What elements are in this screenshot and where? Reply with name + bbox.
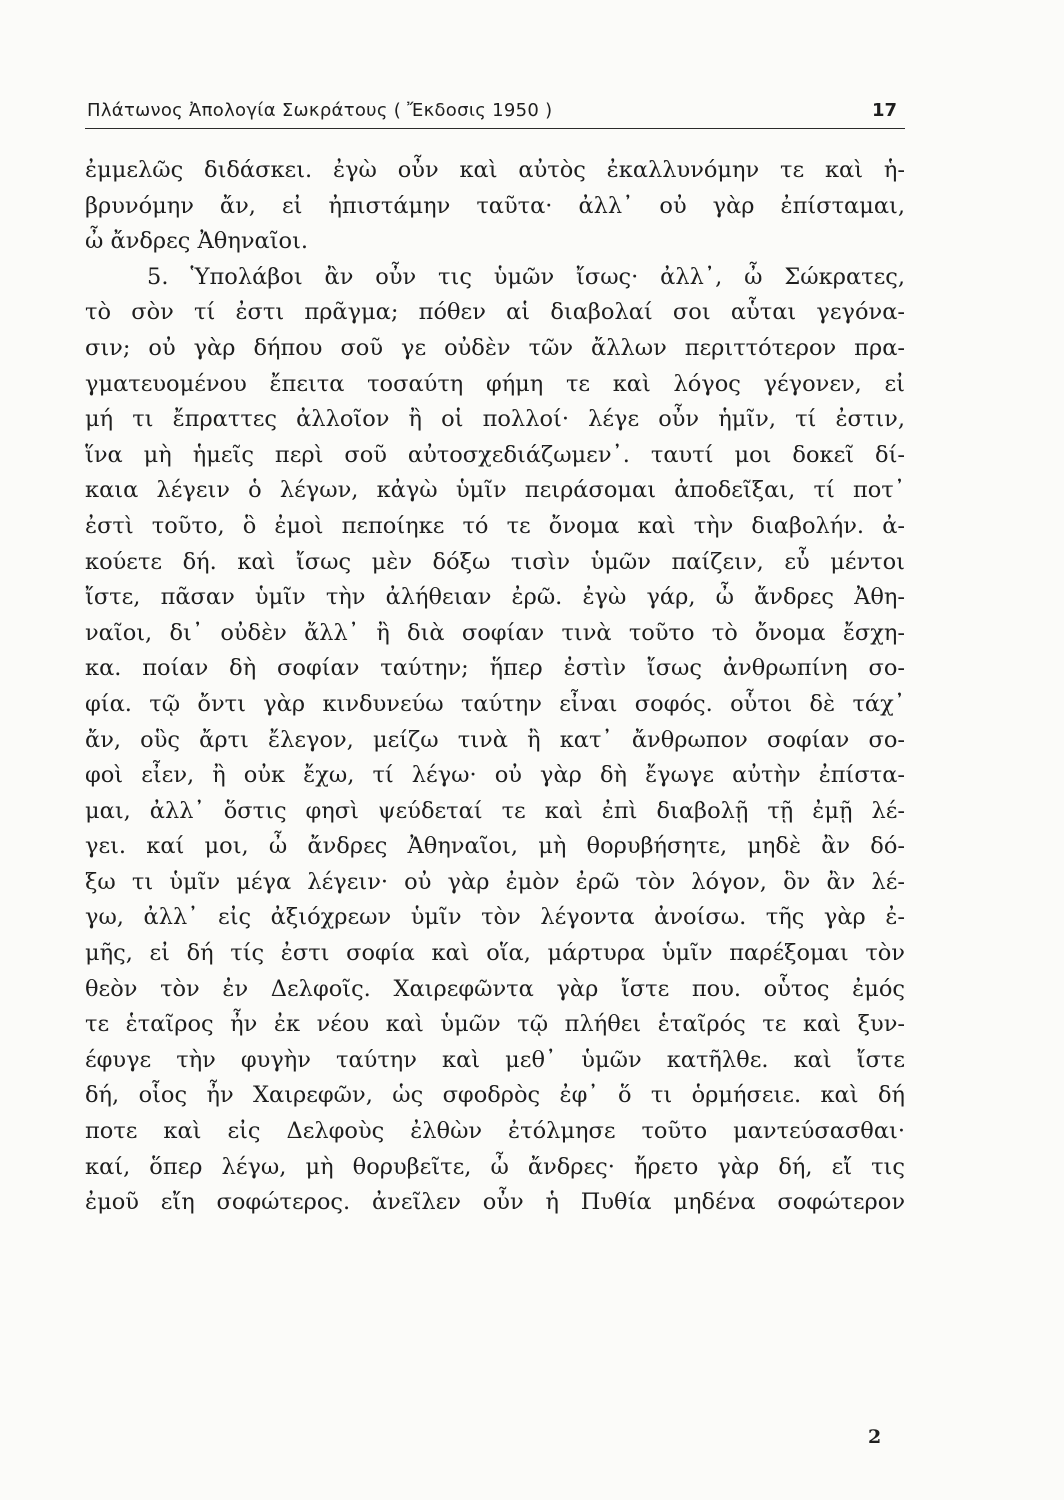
text-line: ναῖοι, δι᾽ οὐδὲν ἄλλ᾽ ἢ διὰ σοφίαν τινὰ τοῦτο τὸ ὄνομα ἔσχη- [85,619,905,646]
text-line: καια λέγειν ὁ λέγων, κἀγὼ ὑμῖν πειράσομαι ἀποδεῖξαι, τί ποτ᾽ [85,477,905,504]
text-line: μή τι ἔπραττες ἀλλοῖον ἢ οἱ πολλοί· λέγε οὖν ἡμῖν, τί ἐστιν, [85,406,905,433]
text-line: ἐστὶ τοῦτο, ὃ ἐμοὶ πεποίηκε τό τε ὄνομα καὶ τὴν διαβολήν. ἀ- [85,512,905,539]
header-title: Πλάτωνος Ἀπολογία Σωκράτους ( Ἔκδοσις 1950 ) [87,100,553,121]
page-number: 17 [871,100,897,121]
text-line: ἄν, οὓς ἄρτι ἔλεγον, μείζω τινὰ ἢ κατ᾽ ἄνθρωπον σοφίαν σο- [85,726,905,753]
text-line: βρυνόμην ἄν, εἰ ἠπιστάμην ταῦτα· ἀλλ᾽ οὐ γὰρ ἐπίσταμαι, [85,192,905,219]
text-line: ἵνα μὴ ἡμεῖς περὶ σοῦ αὐτοσχεδιάζωμεν᾽. ταυτί μοι δοκεῖ δί- [85,441,905,468]
text-line: τε ἑταῖρος ἦν ἐκ νέου καὶ ὑμῶν τῷ πλήθει ἑταῖρός τε καὶ ξυν- [85,1011,905,1038]
body-text [85,153,905,1221]
text-line: ἐμοῦ εἴη σοφώτερος. ἀνεῖλεν οὖν ἡ Πυθία μηδένα σοφώτερον [85,1189,905,1216]
text-line: μαι, ἀλλ᾽ ὅστις φησὶ ψεύδεταί τε καὶ ἐπὶ διαβολῇ τῇ ἐμῇ λέ- [85,797,905,824]
text-line: γματευομένου ἔπειτα τοσαύτη φήμη τε καὶ λόγος γέγονεν, εἰ [85,370,905,397]
text-line: ποτε καὶ εἰς Δελφοὺς ἐλθὼν ἐτόλμησε τοῦτο μαντεύσασθαι· [85,1118,905,1145]
text-line: ὦ ἄνδρες Ἀθηναῖοι. [85,228,309,255]
text-line: ἴστε, πᾶσαν ὑμῖν τὴν ἀλήθειαν ἐρῶ. ἐγὼ γάρ, ὦ ἄνδρες Ἀθη- [85,584,905,611]
text-line: ξω τι ὑμῖν μέγα λέγειν· οὐ γὰρ ἐμὸν ἐρῶ τὸν λόγον, ὃν ἂν λέ- [85,868,905,895]
text-line: φία. τῷ ὄντι γὰρ κινδυνεύω ταύτην εἶναι σοφός. οὗτοι δὲ τάχ᾽ [85,690,905,717]
signature-mark: 2 [868,1426,882,1448]
text-line: θεὸν τὸν ἐν Δελφοῖς. Χαιρεφῶντα γὰρ ἴστε που. οὗτος ἐμός [85,975,905,1002]
text-line: σιν; οὐ γὰρ δήπου σοῦ γε οὐδὲν τῶν ἄλλων περιττότερον πρα- [85,334,905,361]
text-line: γει. καί μοι, ὦ ἄνδρες Ἀθηναῖοι, μὴ θορυβήσητε, μηδὲ ἂν δό- [85,833,905,860]
text-line: καί, ὅπερ λέγω, μὴ θορυβεῖτε, ὦ ἄνδρες· ἤρετο γὰρ δή, εἴ τις [85,1153,905,1180]
text-line: έφυγε τὴν φυγὴν ταύτην καὶ μεθ᾽ ὑμῶν κατῆλθε. καὶ ἴστε [85,1046,905,1073]
text-line: φοὶ εἶεν, ἢ οὐκ ἔχω, τί λέγω· οὐ γὰρ δὴ ἔγωγε αὐτὴν ἐπίστα- [85,762,905,789]
text-line: τὸ σὸν τί ἐστι πρᾶγμα; πόθεν αἱ διαβολαί σοι αὗται γεγόνα- [85,299,905,326]
text-line: κούετε δή. καὶ ἴσως μὲν δόξω τισὶν ὑμῶν παίζειν, εὖ μέντοι [85,548,905,575]
running-header [85,98,905,129]
text-line: γω, ἀλλ᾽ εἰς ἀξιόχρεων ὑμῖν τὸν λέγοντα ἀνοίσω. τῆς γὰρ ἐ- [85,904,905,931]
text-line: 5. Ὑπολάβοι ἂν οὖν τις ὑμῶν ἴσως· ἀλλ᾽, ὦ Σώκρατες, [147,263,905,290]
text-line: κα. ποίαν δὴ σοφίαν ταύτην; ἥπερ ἐστὶν ἴσως ἀνθρωπίνη σο- [85,655,905,682]
text-line: δή, οἷος ἦν Χαιρεφῶν, ὡς σφοδρὸς ἐφ᾽ ὅ τι ὁρμήσειε. καὶ δή [85,1082,905,1109]
text-line: ἐμμελῶς διδάσκει. ἐγὼ οὖν καὶ αὐτὸς ἐκαλλυνόμην τε καὶ ἡ- [85,157,905,183]
text-line: μῆς, εἰ δή τίς ἐστι σοφία καὶ οἵα, μάρτυρα ὑμῖν παρέξομαι τὸν [85,940,905,967]
